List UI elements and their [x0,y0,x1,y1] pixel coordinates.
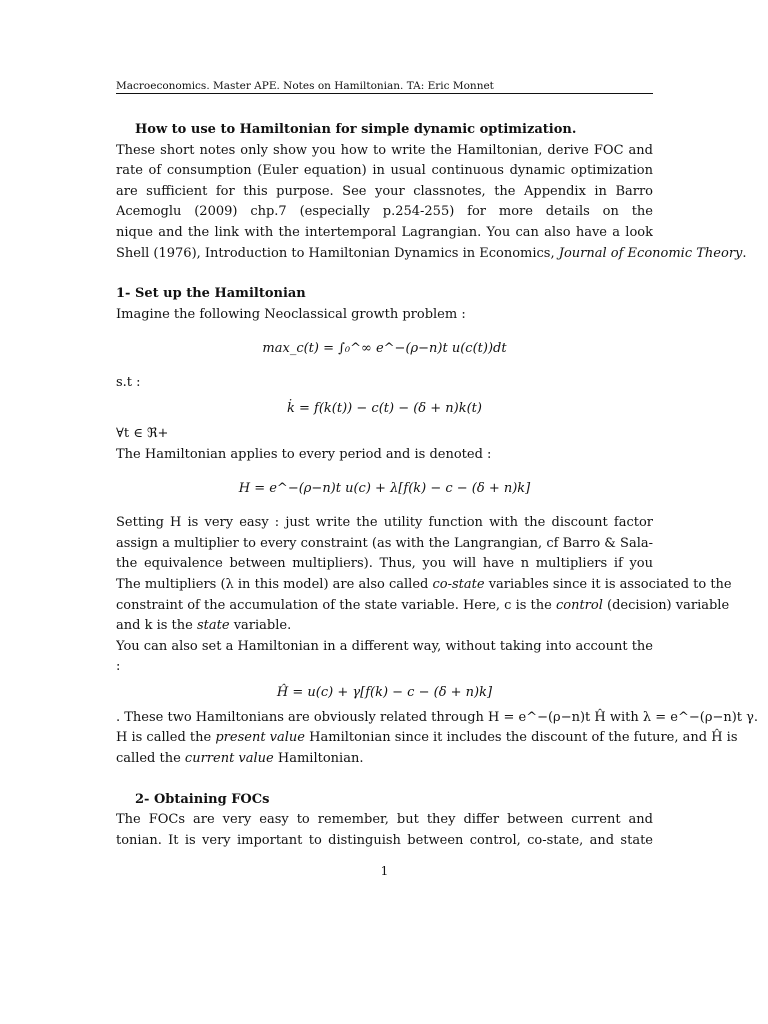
text-line: The FOCs are very easy to remember, but they differ between current and [116,812,653,828]
text-line: The Hamiltonian applies to every period and is denoted : [116,446,492,462]
text-line: Setting H is very easy : just write the utility function with the discount factor [116,515,653,531]
journal-title: Journal of Economic Theory [558,245,743,261]
page-number: 1 [380,864,389,878]
text-line: assign a multiplier to every constraint (as with the Langrangian, cf Barro & Sala- [116,535,653,551]
text-line: called the current value Hamiltonian. [116,751,364,767]
text-line: constraint of the accumulation of the state variable. Here, c is the control (decision) variable [116,597,730,613]
text-line: s.t : [116,375,141,391]
text-line: These short notes only show you how to write the Hamiltonian, derive FOC and [116,142,653,158]
term-current-value: current value [184,751,274,767]
text-line: H is called the present value Hamiltonian since it includes the discount of the future, and Ĥ is [116,730,738,746]
text-line: : [116,659,121,675]
text-line: nique and the link with the intertemporal Lagrangian. You can also have a look [116,224,653,240]
text-line: Shell (1976), Introduction to Hamiltonian Dynamics in Economics, Journal of Economic Theory. [116,245,747,261]
header-rule [116,93,653,94]
section-heading-focs: 2- Obtaining FOCs [135,791,270,807]
setup-paragraph [116,513,732,678]
text-line: rate of consumption (Euler equation) in usual continuous dynamic optimization [116,163,653,179]
text-line: The multipliers (λ in this model) are also called co-state variables since it is associated to the [116,576,732,592]
term-present-value: present value [215,730,306,746]
term-co-state: co-state [432,576,485,592]
text-line: the equivalence between multipliers). Thus, you will have n multipliers if you [116,556,653,572]
document-title: How to use to Hamiltonian for simple dynamic optimization. [135,122,577,137]
term-state: state [196,618,230,634]
objective-equation: max_c(t) = ∫₀^∞ e^−(ρ−n)t u(c(t))dt [262,341,507,357]
section-heading-setup: 1- Set up the Hamiltonian [116,286,306,302]
hamiltonian-equation: H = e^−(ρ−n)t u(c) + λ[f(k) − c − (δ + n)k] [238,481,531,497]
current-value-equation: Ĥ = u(c) + γ[f(k) − c − (δ + n)k] [276,684,493,700]
text-line: Acemoglu (2009) chp.7 (especially p.254-255) for more details on the [116,204,653,220]
document-body [116,120,759,851]
text-line: . These two Hamiltonians are obviously related through H = e^−(ρ−n)t Ĥ with λ = e^−(ρ−n)t γ. [116,709,759,725]
text-line: are sufficient for this purpose. See your classnotes, the Appendix in Barro [116,183,653,199]
term-control: control [555,597,603,613]
text-line: ∀t ∈ ℜ+ [116,425,169,441]
constraint-equation: k̇ = f(k(t)) − c(t) − (δ + n)k(t) [287,400,482,416]
text-line: and k is the state variable. [116,618,292,634]
text-line: Imagine the following Neoclassical growth problem : [116,306,466,322]
document-page [116,0,759,1024]
text-line: You can also set a Hamiltonian in a different way, without taking into account the [116,638,653,654]
relation-paragraph [116,708,759,770]
text-line: tonian. It is very important to distinguish between control, co-state, and state [116,832,653,848]
running-head: Macroeconomics. Master APE. Notes on Hamiltonian. TA: Eric Monnet [116,80,494,92]
intro-paragraph [116,141,747,265]
